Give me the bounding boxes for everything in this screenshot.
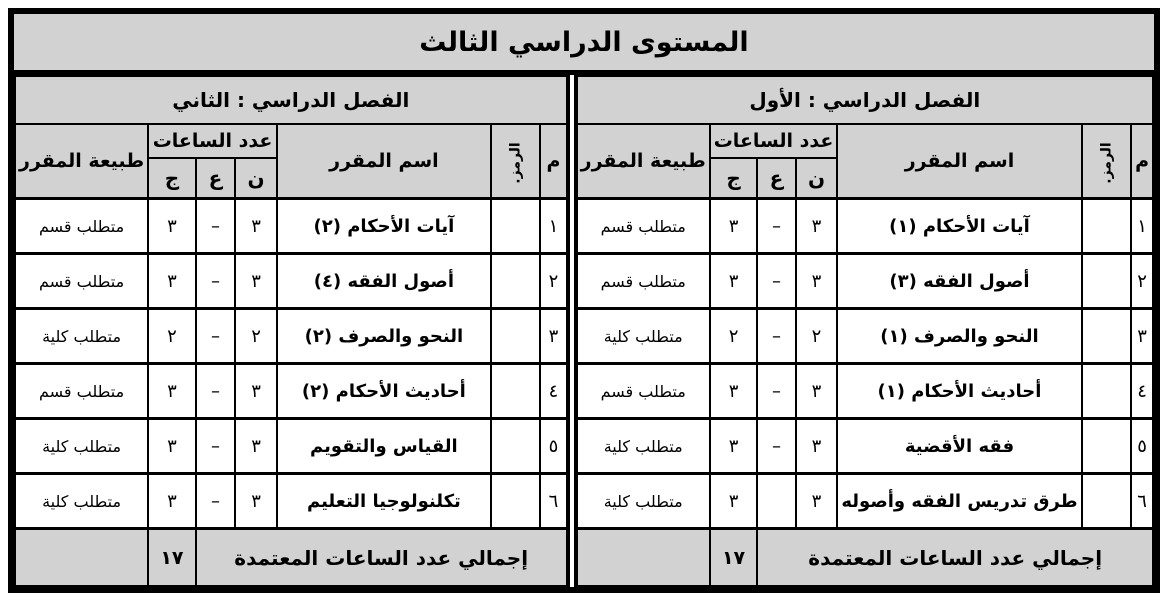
hours-t-cell: ٣: [148, 254, 196, 309]
hours-t-cell: ٣: [710, 474, 758, 529]
course-name-cell: طرق تدريس الفقه وأصوله: [837, 474, 1081, 529]
course-code-cell: [1082, 364, 1131, 419]
course-code-cell: [491, 254, 540, 309]
hours-n-cell: ٣: [235, 364, 277, 419]
col-header-hours-n: ن: [796, 158, 838, 199]
course-nature-cell: متطلب قسم: [577, 199, 710, 254]
hours-p-cell: –: [196, 199, 235, 254]
total-row: [15, 529, 567, 587]
course-code-cell: [491, 474, 540, 529]
col-header-hours-n: ن: [235, 158, 277, 199]
course-row: [15, 474, 567, 529]
col-header-hours-p: ع: [196, 158, 235, 199]
hours-t-cell: ٣: [148, 474, 196, 529]
course-row: [577, 309, 1153, 364]
col-header-hours-t: ج: [710, 158, 758, 199]
course-num-cell: ٤: [1131, 364, 1153, 419]
column-header-row: [577, 124, 1153, 158]
col-header-code: [1082, 124, 1131, 199]
hours-n-cell: ٣: [796, 474, 838, 529]
course-name-cell: النحو والصرف (١): [837, 309, 1081, 364]
course-code-cell: [491, 364, 540, 419]
col-header-nature: طبيعة المقرر: [577, 124, 710, 199]
hours-n-cell: ٢: [235, 309, 277, 364]
course-rows-second: [15, 199, 567, 529]
col-header-num: م: [540, 124, 566, 199]
course-num-cell: ٢: [540, 254, 566, 309]
course-num-cell: ٤: [540, 364, 566, 419]
total-label-cell: إجمالي عدد الساعات المعتمدة: [196, 529, 567, 587]
hours-n-cell: ٣: [796, 419, 838, 474]
col-header-hours-t: ج: [148, 158, 196, 199]
course-row: [577, 199, 1153, 254]
course-code-cell: [1082, 419, 1131, 474]
semester-halves: [14, 75, 1154, 587]
hours-p-cell: –: [196, 309, 235, 364]
course-row: [577, 254, 1153, 309]
hours-t-cell: ٣: [148, 364, 196, 419]
course-name-cell: آيات الأحكام (١): [837, 199, 1081, 254]
hours-t-cell: ٣: [710, 419, 758, 474]
hours-p-cell: [757, 474, 795, 529]
hours-n-cell: ٣: [235, 419, 277, 474]
hours-p-cell: –: [196, 474, 235, 529]
hours-p-cell: –: [757, 199, 795, 254]
hours-n-cell: ٣: [235, 254, 277, 309]
course-num-cell: ٦: [540, 474, 566, 529]
col-header-course-name: اسم المقرر: [277, 124, 491, 199]
hours-n-cell: ٣: [796, 364, 838, 419]
course-name-cell: آيات الأحكام (٢): [277, 199, 491, 254]
total-label-cell: إجمالي عدد الساعات المعتمدة: [757, 529, 1153, 587]
semester-header-row: [15, 76, 567, 124]
course-row: [577, 474, 1153, 529]
course-name-cell: القياس والتقويم: [277, 419, 491, 474]
course-code-cell: [1082, 309, 1131, 364]
course-nature-cell: متطلب كلية: [15, 474, 148, 529]
course-name-cell: أحاديث الأحكام (٢): [277, 364, 491, 419]
semester-table-first: [576, 75, 1154, 587]
course-nature-cell: متطلب قسم: [577, 254, 710, 309]
course-nature-cell: متطلب قسم: [15, 199, 148, 254]
course-nature-cell: متطلب قسم: [15, 364, 148, 419]
course-nature-cell: متطلب كلية: [577, 474, 710, 529]
course-row: [15, 199, 567, 254]
code-rotated-label: الرمز.: [1098, 142, 1115, 184]
course-nature-cell: متطلب قسم: [15, 254, 148, 309]
hours-n-cell: ٣: [796, 254, 838, 309]
hours-p-cell: –: [757, 419, 795, 474]
course-code-cell: [1082, 474, 1131, 529]
hours-p-cell: –: [757, 309, 795, 364]
course-nature-cell: متطلب كلية: [577, 419, 710, 474]
course-num-cell: ٥: [540, 419, 566, 474]
semester-header-row: [577, 76, 1153, 124]
col-header-nature: طبيعة المقرر: [15, 124, 148, 199]
hours-t-cell: ٢: [148, 309, 196, 364]
course-rows-first: [577, 199, 1153, 529]
col-header-course-name: اسم المقرر: [837, 124, 1081, 199]
hours-n-cell: ٢: [796, 309, 838, 364]
course-num-cell: ٣: [1131, 309, 1153, 364]
course-name-cell: أصول الفقه (٤): [277, 254, 491, 309]
col-header-code: [491, 124, 540, 199]
col-header-hours-p: ع: [757, 158, 795, 199]
code-rotated-label: الرمز.: [507, 142, 524, 184]
course-name-cell: تكلنولوجيا التعليم: [277, 474, 491, 529]
course-code-cell: [491, 199, 540, 254]
hours-t-cell: ٢: [710, 309, 758, 364]
col-header-hours-group: عدد الساعات: [148, 124, 277, 158]
course-row: [15, 364, 567, 419]
total-row: [577, 529, 1153, 587]
course-num-cell: ١: [1131, 199, 1153, 254]
total-nature-empty-cell: [15, 529, 148, 587]
semester-table-second: [14, 75, 568, 587]
course-name-cell: أحاديث الأحكام (١): [837, 364, 1081, 419]
course-nature-cell: متطلب قسم: [577, 364, 710, 419]
hours-p-cell: –: [757, 364, 795, 419]
course-row: [577, 419, 1153, 474]
course-num-cell: ٣: [540, 309, 566, 364]
hours-n-cell: ٣: [235, 474, 277, 529]
course-num-cell: ٦: [1131, 474, 1153, 529]
course-nature-cell: متطلب كلية: [577, 309, 710, 364]
hours-t-cell: ٣: [148, 419, 196, 474]
hours-t-cell: ٣: [710, 254, 758, 309]
hours-p-cell: –: [757, 254, 795, 309]
semester-title: الفصل الدراسي : الثاني: [15, 76, 567, 124]
column-header-row: [15, 124, 567, 158]
course-nature-cell: متطلب كلية: [15, 309, 148, 364]
hours-p-cell: –: [196, 254, 235, 309]
course-name-cell: النحو والصرف (٢): [277, 309, 491, 364]
course-code-cell: [1082, 199, 1131, 254]
hours-p-cell: –: [196, 364, 235, 419]
col-header-hours-group: عدد الساعات: [710, 124, 838, 158]
course-num-cell: ٢: [1131, 254, 1153, 309]
total-nature-empty-cell: [577, 529, 710, 587]
course-name-cell: أصول الفقه (٣): [837, 254, 1081, 309]
col-header-num: م: [1131, 124, 1153, 199]
course-num-cell: ٥: [1131, 419, 1153, 474]
course-code-cell: [491, 419, 540, 474]
course-row: [15, 309, 567, 364]
total-value-cell: ١٧: [710, 529, 758, 587]
half-divider: [568, 75, 576, 587]
page-title: المستوى الدراسي الثالث: [14, 14, 1154, 75]
course-code-cell: [1082, 254, 1131, 309]
course-row: [577, 364, 1153, 419]
course-row: [15, 419, 567, 474]
hours-t-cell: ٣: [710, 364, 758, 419]
course-num-cell: ١: [540, 199, 566, 254]
hours-t-cell: ٣: [148, 199, 196, 254]
hours-n-cell: ٣: [235, 199, 277, 254]
curriculum-table: [8, 8, 1160, 593]
course-code-cell: [491, 309, 540, 364]
course-name-cell: فقه الأقضية: [837, 419, 1081, 474]
hours-n-cell: ٣: [796, 199, 838, 254]
hours-t-cell: ٣: [710, 199, 758, 254]
total-value-cell: ١٧: [148, 529, 196, 587]
course-nature-cell: متطلب كلية: [15, 419, 148, 474]
course-row: [15, 254, 567, 309]
semester-title: الفصل الدراسي : الأول: [577, 76, 1153, 124]
hours-p-cell: –: [196, 419, 235, 474]
